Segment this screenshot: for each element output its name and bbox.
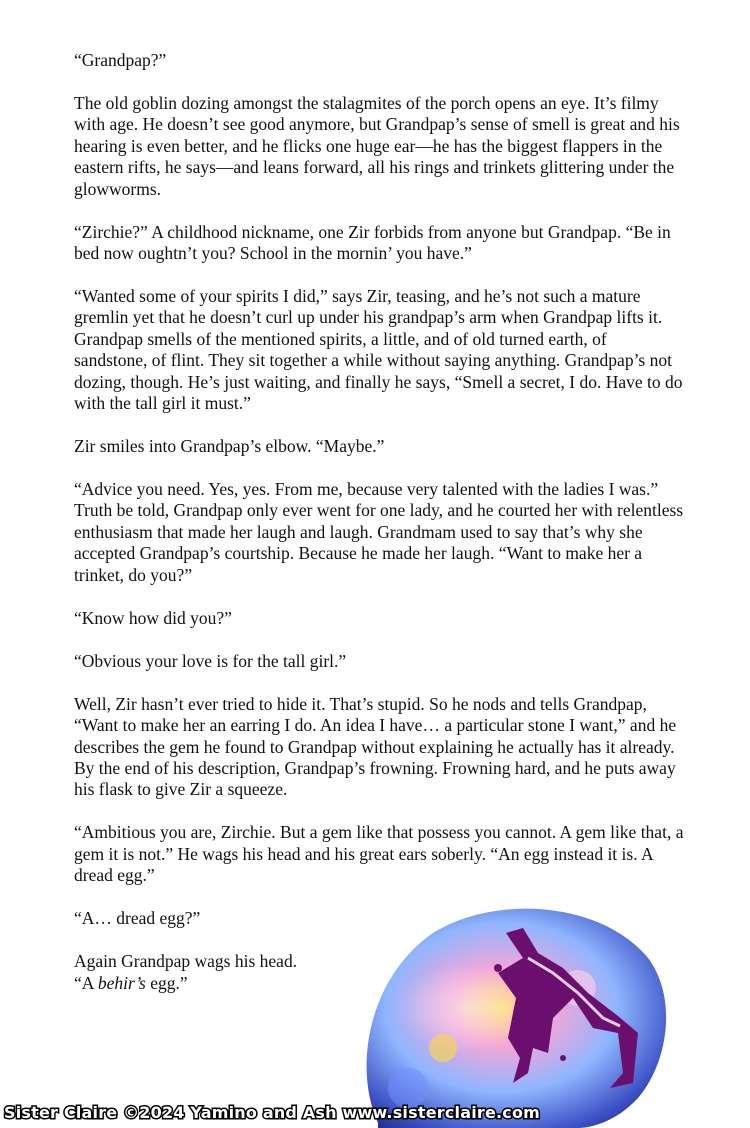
paragraph: “Know how did you?” <box>74 607 232 628</box>
paragraph: “Grandpap?” <box>74 50 167 70</box>
final-line-2-italic: behir’s <box>97 972 146 993</box>
paragraph: “A… dread egg?” <box>74 908 201 929</box>
story-text <box>74 50 684 1016</box>
final-line-1: Again Grandpap wags his head. <box>74 951 298 972</box>
opal-egg-icon <box>348 898 678 1128</box>
paragraph: Zir smiles into Grandpap’s elbow. “Maybe.” <box>74 436 385 457</box>
final-line-2-start: “A <box>74 972 98 993</box>
paragraph: The old goblin dozing amongst the stalagmites of the porch opens an eye. It’s filmy with age. He doesn’t see good anymore, but Grandpap’s sense of smell is great and his hearing is even better, and he flicks one huge ear—he has the biggest flappers in the eastern rifts, he says—and leans forward, all his rings and trinkets glittering under the glowworms. <box>74 93 680 199</box>
paragraph: “Advice you need. Yes, yes. From me, because very talented with the ladies I was.” Truth be told, Grandpap only ever went for one lady, and he courted her with relentless enthusiasm that made her laugh and laugh. Grandmam used to say that’s why she accepted Grandpap’s courtship. Because he made her laugh. “Want to make her a trinket, do you?” <box>74 479 684 585</box>
paragraph: “Obvious your love is for the tall girl.” <box>74 650 347 671</box>
copyright-credit: Sister Claire ©2024 Yamino and Ash www.sisterclaire.com <box>4 1103 541 1122</box>
final-line-2-end: egg.” <box>145 972 188 993</box>
paragraph: “Zirchie?” A childhood nickname, one Zir forbids from anyone but Grandpap. “Be in bed now oughtn’t you? School in the mornin’ you have.” <box>74 221 671 264</box>
paragraph: “Wanted some of your spirits I did,” says Zir, teasing, and he’s not such a mature gremlin yet that he doesn’t curl up under his grandpap’s arm when Grandpap lifts it. Grandpap smells of the mentioned spirits, a little, and of old turned earth, of sandstone, of flint. They sit together a while without saying anything. Grandpap’s not dozing, though. He’s just waiting, and finally he says, “Smell a secret, I do. Have to do with the tall girl it must.” <box>74 286 683 414</box>
paragraph: “Ambitious you are, Zirchie. But a gem like that possess you cannot. A gem like that, a gem it is not.” He wags his head and his great ears soberly. “An egg instead it is. A dread egg.” <box>74 822 684 886</box>
paragraph: Well, Zir hasn’t ever tried to hide it. That’s stupid. So he nods and tells Grandpap, “Want to make her an earring I do. An idea I have… a particular stone I want,” and he describes the gem he found to Grandpap without explaining he actually has it already. By the end of his description, Grandpap’s frowning. Frowning hard, and he puts away his flask to give Zir a squeeze. <box>74 693 677 800</box>
